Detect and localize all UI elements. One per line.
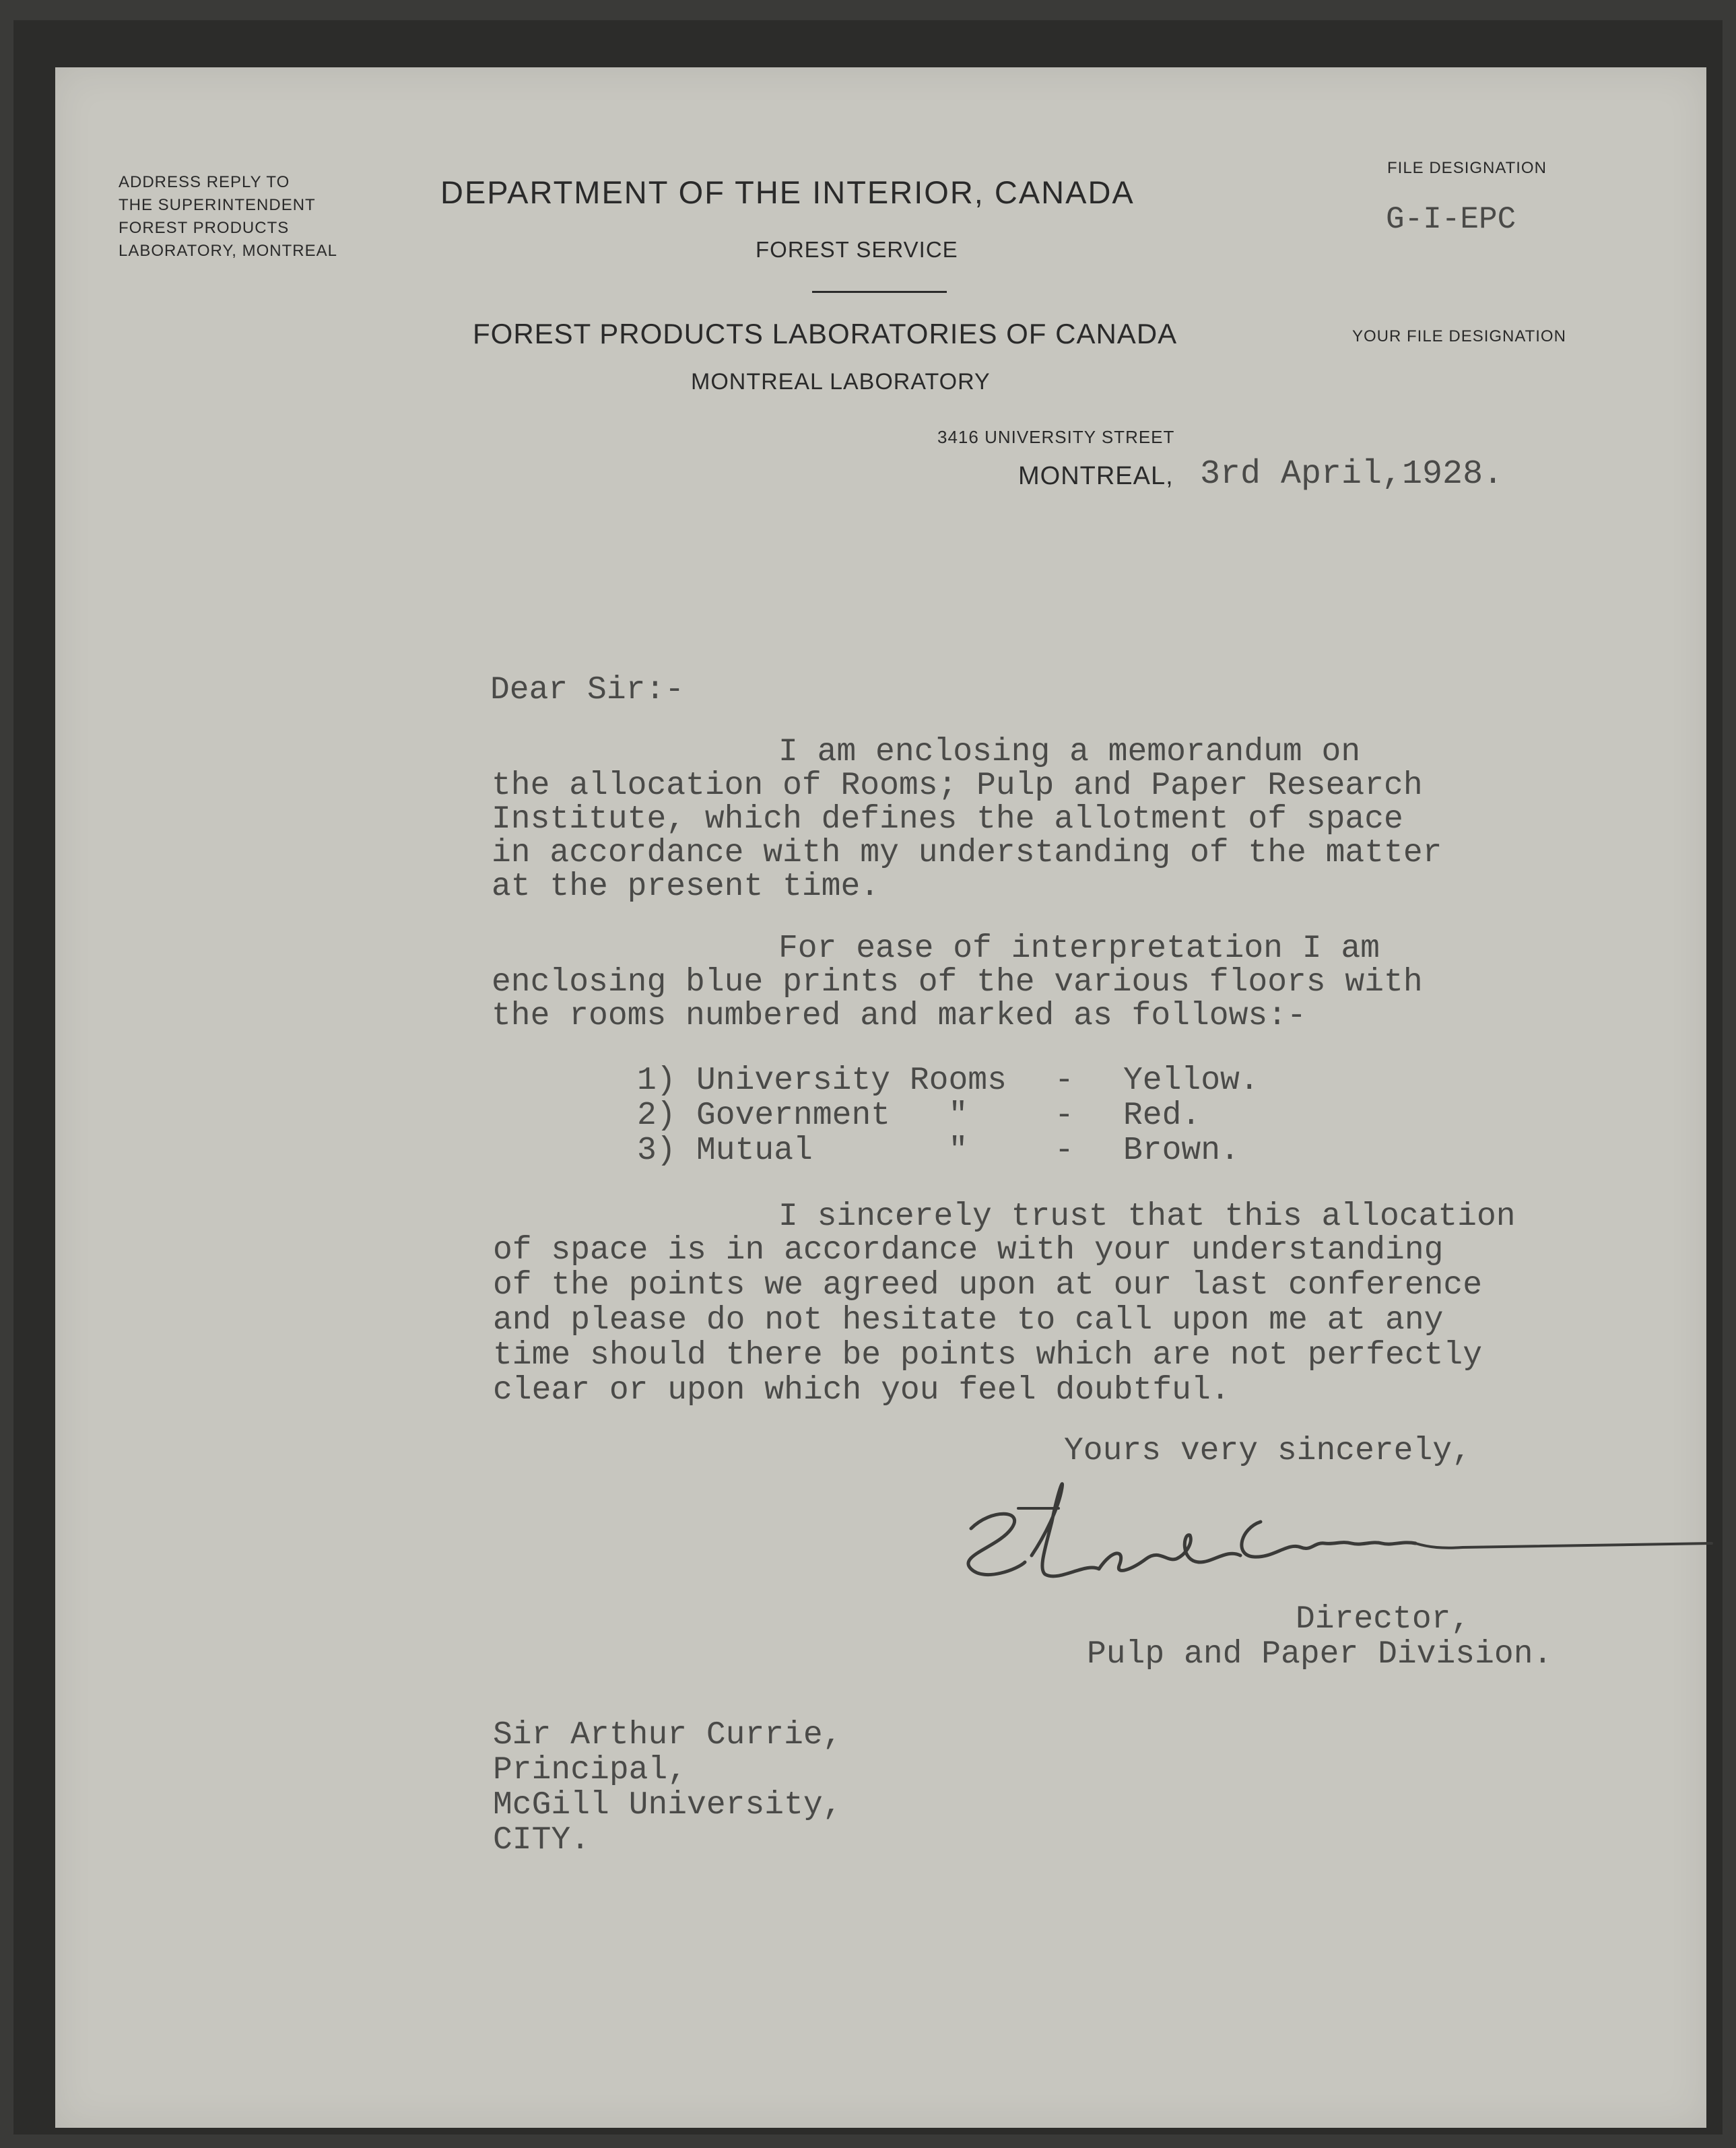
list-item-dash: - [1055, 1133, 1074, 1169]
signer-title: Director, [1296, 1601, 1471, 1638]
recipient-line: McGill University, [493, 1787, 842, 1823]
list-item-number: 3) [637, 1133, 676, 1169]
reply-address-line: ADDRESS REPLY TO [119, 173, 290, 191]
recipient-line: Principal, [493, 1752, 688, 1788]
service-heading: FOREST SERVICE [756, 237, 958, 262]
list-item-number: 2) [637, 1098, 676, 1134]
signer-division: Pulp and Paper Division. [1087, 1636, 1553, 1673]
paragraph-line: I sincerely trust that this allocation [778, 1199, 1516, 1235]
list-item-name: University Rooms [696, 1063, 1007, 1099]
list-item-color: Yellow. [1123, 1063, 1259, 1099]
paragraph-line: enclosing blue prints of the various floors with [492, 964, 1423, 1001]
salutation: Dear Sir:- [490, 672, 685, 708]
department-heading: DEPARTMENT OF THE INTERIOR, CANADA [440, 174, 1135, 210]
list-item-dash: - [1055, 1063, 1074, 1099]
heading-divider [812, 291, 947, 293]
list-item-name: Mutual " [696, 1133, 968, 1169]
list-item-dash: - [1055, 1098, 1074, 1134]
list-item-color: Red. [1123, 1098, 1201, 1134]
file-designation-value: G-I-EPC [1386, 202, 1516, 237]
recipient-line: CITY. [493, 1822, 591, 1858]
reply-address-line: LABORATORY, MONTREAL [119, 242, 337, 260]
laboratories-heading: FOREST PRODUCTS LABORATORIES OF CANADA [473, 318, 1178, 349]
your-file-designation-label: YOUR FILE DESIGNATION [1352, 327, 1566, 345]
handwritten-signature [944, 1468, 1725, 1609]
closing: Yours very sincerely, [1064, 1433, 1471, 1469]
list-item-name: Government " [696, 1098, 968, 1134]
city-label: MONTREAL, [1018, 462, 1174, 490]
paragraph-line: of space is in accordance with your understanding [493, 1232, 1444, 1269]
list-item-color: Brown. [1123, 1133, 1240, 1169]
paragraph-line: I am enclosing a memorandum on [778, 734, 1361, 770]
paragraph-line: and please do not hesitate to call upon me at any [493, 1302, 1444, 1339]
reply-address-line: THE SUPERINTENDENT [119, 196, 316, 214]
reply-address-block [119, 171, 337, 263]
paragraph-line: of the points we agreed upon at our last conference [493, 1267, 1483, 1304]
paragraph-line: Institute, which defines the allotment of space [492, 801, 1403, 838]
paragraph-line: the allocation of Rooms; Pulp and Paper Research [492, 768, 1423, 804]
paragraph-line: in accordance with my understanding of the matter [492, 835, 1442, 871]
street-address: 3416 UNIVERSITY STREET [937, 427, 1175, 447]
paragraph-line: the rooms numbered and marked as follows:- [492, 998, 1306, 1034]
paragraph-line: clear or upon which you feel doubtful. [493, 1372, 1230, 1409]
laboratory-heading: MONTREAL LABORATORY [691, 369, 991, 395]
paragraph-line: at the present time. [492, 869, 880, 905]
letter-date: 3rd April,1928. [1200, 455, 1504, 494]
list-item-number: 1) [637, 1063, 676, 1099]
file-designation-label: FILE DESIGNATION [1387, 159, 1547, 177]
recipient-line: Sir Arthur Currie, [493, 1717, 842, 1753]
letter-page [55, 67, 1706, 2128]
reply-address-line: FOREST PRODUCTS [119, 219, 290, 237]
paragraph-line: time should there be points which are not perfectly [493, 1337, 1483, 1374]
paragraph-line: For ease of interpretation I am [778, 931, 1380, 967]
